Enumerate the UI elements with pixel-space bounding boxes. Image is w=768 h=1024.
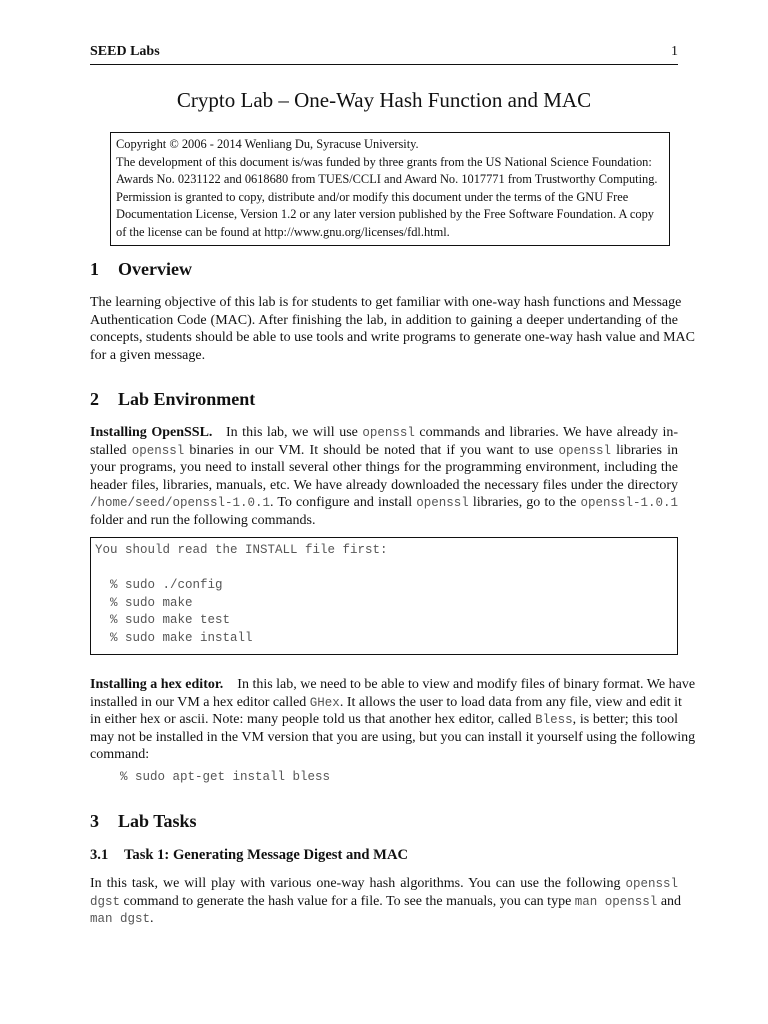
bless-install-command: % sudo apt-get install bless xyxy=(120,770,331,784)
subsection-heading-task1 xyxy=(90,847,408,864)
code-line: % sudo make install xyxy=(95,630,253,645)
text-line xyxy=(90,893,682,911)
text-run: binaries in our VM. It should be noted that if you want to use xyxy=(184,442,559,458)
text-run: command to generate the hash value for a file. To see the manuals, you can type xyxy=(120,893,575,909)
copyright-line: of the license can be found at http://www.gnu.org/licenses/fdl.html. xyxy=(116,224,450,239)
inline-code: openssl xyxy=(416,496,469,511)
task1-paragraph xyxy=(90,875,682,928)
copyright-box xyxy=(110,132,670,246)
copyright-line: The development of this document is/was funded by three grants from the US National Science Foundation: xyxy=(116,154,652,169)
text-line: concepts, students should be able to use tools and write programs to generate one-way hash value and MAC xyxy=(90,330,695,346)
section-title: Overview xyxy=(118,259,192,279)
inline-code: openssl xyxy=(558,443,611,458)
inline-code: /home/seed/openssl-1.0.1 xyxy=(90,496,271,511)
code-line: % sudo ./config xyxy=(95,578,223,593)
text-run: . It allows the user to load data from any file, view and edit it xyxy=(339,694,682,710)
paragraph-lead: Installing a hex editor. xyxy=(90,677,224,692)
inline-code: Bless xyxy=(535,713,573,728)
section-number: 2 xyxy=(90,389,99,409)
text-line: for a given message. xyxy=(90,347,206,363)
text-line xyxy=(90,494,678,512)
text-run: , is better; this tool xyxy=(572,712,678,728)
text-line: may not be installed in the VM version that you are using, but you can install it yourself using the following xyxy=(90,729,696,745)
text-line: your programs, you need to install several other things for the programming environment, including the xyxy=(90,460,678,476)
text-line: header files, libraries, manuals, etc. We have already downloaded the necessary files under the directory xyxy=(90,477,678,493)
subsection-title: Task 1: Generating Message Digest and MAC xyxy=(124,847,409,863)
document-title: Crypto Lab – One-Way Hash Function and MAC xyxy=(176,88,592,112)
text-run: commands and libraries. We have already in- xyxy=(414,425,679,440)
text-run: in either hex or ascii. Note: many people told us that another hex editor, called xyxy=(90,712,536,728)
inline-code: man openssl xyxy=(574,894,658,909)
copyright-line: Permission is granted to copy, distribute and/or modify this document under the terms of the GNU Free xyxy=(116,189,629,204)
text-run: . xyxy=(150,911,154,927)
inline-code: openssl-1.0.1 xyxy=(580,496,678,511)
inline-code: openssl xyxy=(625,877,678,891)
text-run: and xyxy=(657,893,682,909)
text-line xyxy=(90,424,678,442)
section-heading-env xyxy=(90,389,255,410)
text-line: Authentication Code (MAC). After finishing the lab, in addition to gaining a deeper undertanding of the xyxy=(90,312,678,328)
subsection-number: 3.1 xyxy=(90,847,109,863)
text-line xyxy=(90,442,678,460)
text-run: In this lab, we will use xyxy=(226,425,363,440)
inline-code: openssl xyxy=(131,443,185,458)
overview-paragraph xyxy=(90,294,695,364)
text-run: libraries in xyxy=(610,442,679,458)
hex-editor-paragraph xyxy=(90,676,696,764)
copyright-line: Copyright © 2006 - 2014 Wenliang Du, Syracuse University. xyxy=(116,137,419,151)
text-line xyxy=(90,910,678,928)
code-line xyxy=(95,560,673,578)
copyright-line: Awards No. 0231122 and 0618680 from TUES/CCLI and Award No. 1017771 from Trustworthy Computing. xyxy=(116,172,658,187)
inline-code: openssl xyxy=(362,426,415,440)
header-left: SEED Labs xyxy=(90,44,160,59)
section-heading-tasks xyxy=(90,811,197,832)
paragraph-lead: Installing OpenSSL. xyxy=(90,425,213,440)
page-number: 1 xyxy=(671,44,678,59)
code-block xyxy=(90,537,678,655)
text-line: command: xyxy=(90,747,150,763)
code-line: You should read the INSTALL file first: xyxy=(95,543,388,557)
section-number: 3 xyxy=(90,811,99,831)
inline-code: GHex xyxy=(309,695,340,710)
text-line xyxy=(90,676,696,694)
text-run: In this lab, we need to be able to view and modify files of binary format. We have xyxy=(237,677,696,692)
text-line xyxy=(90,694,682,712)
text-run: installed in our VM a hex editor called xyxy=(90,694,310,710)
text-line: folder and run the following commands. xyxy=(90,512,316,528)
text-line: The learning objective of this lab is for students to get familiar with one-way hash functions and Message xyxy=(90,295,682,310)
openssl-paragraph xyxy=(90,424,678,530)
page-header xyxy=(90,44,678,65)
text-line xyxy=(90,875,678,893)
section-number: 1 xyxy=(90,259,99,279)
text-run: libraries, go to the xyxy=(468,495,581,511)
code-line: % sudo make test xyxy=(95,613,231,628)
inline-code: man dgst xyxy=(90,912,151,927)
inline-code: dgst xyxy=(90,894,121,909)
text-run: . To configure and install xyxy=(270,495,417,511)
section-title: Lab Environment xyxy=(118,389,256,409)
copyright-line: Documentation License, Version 1.2 or any later version published by the Free Software Foundation. A copy xyxy=(116,207,654,222)
text-run: In this task, we will play with various one-way hash algorithms. You can use the following xyxy=(90,876,626,891)
text-run: stalled xyxy=(90,442,132,458)
text-line xyxy=(90,711,678,729)
code-line: % sudo make xyxy=(95,595,193,610)
section-title: Lab Tasks xyxy=(118,811,197,831)
section-heading-overview xyxy=(90,259,192,280)
